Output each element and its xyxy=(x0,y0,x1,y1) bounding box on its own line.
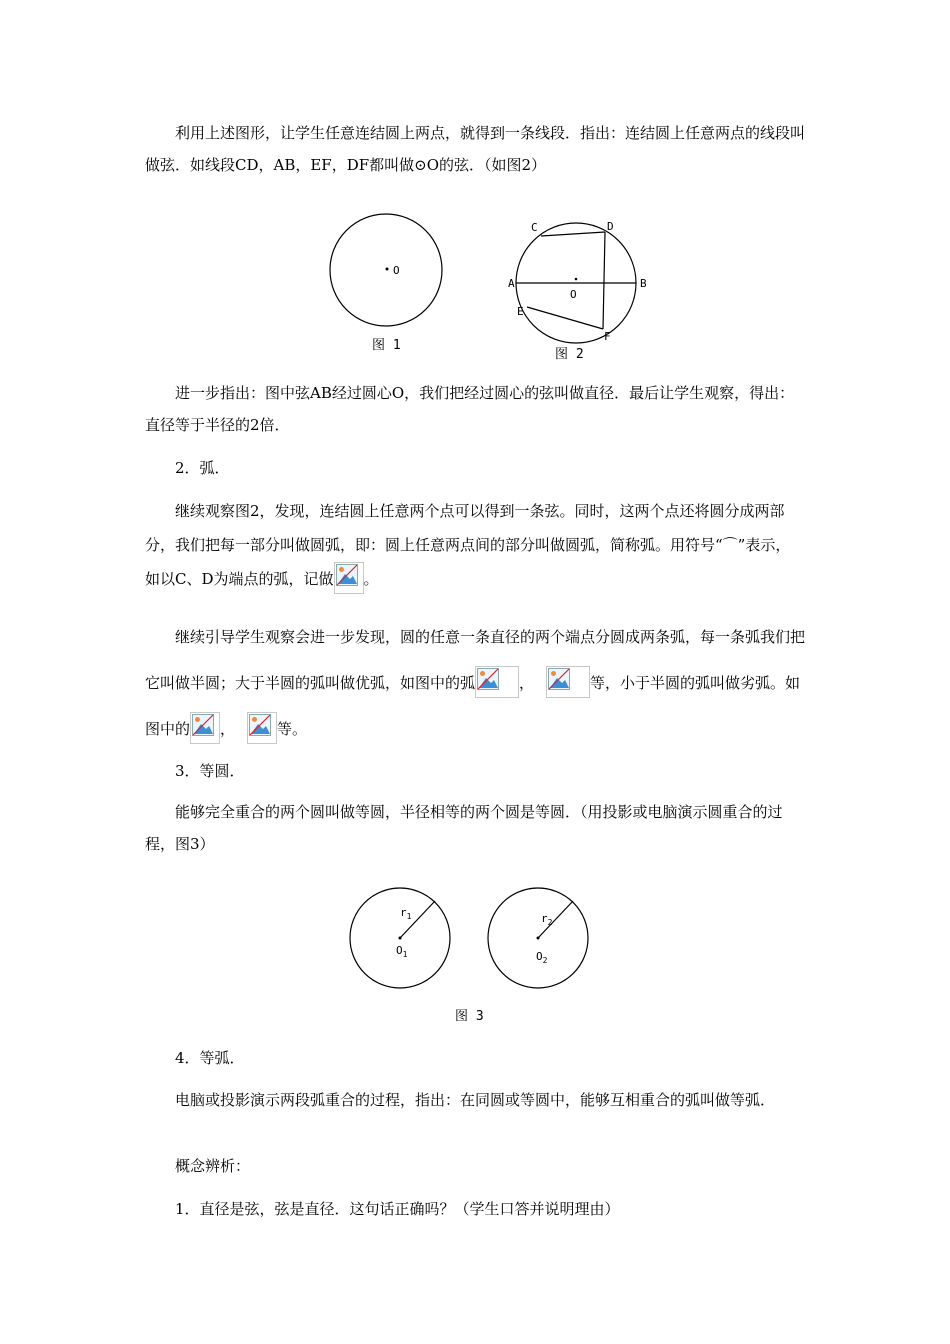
question-1: 1．直径是弦，弦是直径．这句话正确吗？（学生口答并说明理由） xyxy=(175,1200,620,1218)
heading-equal-arcs: 4．等弧． xyxy=(175,1049,245,1067)
point-o-label: O xyxy=(570,288,577,301)
chord-ef xyxy=(527,307,603,329)
figure-2 xyxy=(500,212,660,367)
minor-arc-image-1 xyxy=(190,712,220,744)
paragraph-chord-definition: 利用上述图形，让学生任意连结圆上两点，就得到一条线段．指出：连结圆上任意两点的线段叫做弦．如线段CD，AB，EF，DF都叫做⊙O的弦．（如图2） xyxy=(145,124,806,174)
point-b-label: B xyxy=(640,277,647,290)
arc-cd-image xyxy=(334,562,364,594)
point-d-label: D xyxy=(607,220,614,233)
label-r1: $r_1$ xyxy=(400,906,412,921)
label-o2: $O_2$ xyxy=(536,950,548,965)
label-r2: $r_2$ xyxy=(541,912,553,927)
center-dot-o1 xyxy=(399,937,402,940)
heading-equal-circles: 3．等圆． xyxy=(175,762,245,780)
broken-image-icon xyxy=(548,668,570,690)
paragraph-arc-definition: 继续观察图2，发现，连结圆上任意两个点可以得到一条弦。同时，这两个点还将圆分成两部分，我们把每一部分叫做圆弧，即：圆上任意两点间的部分叫做圆弧，简称弧。用符号“⌒”表示，如以C、D为端点的弧，记做 。 xyxy=(145,494,805,596)
paragraph-diameter: 进一步指出：图中弦AB经过圆心O，我们把经过圆心的弦叫做直径．最后让学生观察，得出：直径等于半径的2倍． xyxy=(145,384,795,434)
figure-2-caption: 图 2 xyxy=(555,347,584,362)
chord-cd xyxy=(541,232,605,236)
figure-3 xyxy=(340,880,600,1030)
center-dot-o2 xyxy=(537,937,540,940)
label-o: O xyxy=(393,264,400,277)
broken-image-icon xyxy=(192,714,214,736)
point-e-label: E xyxy=(517,305,524,318)
label-o1: $O_1$ xyxy=(396,944,408,959)
figure-3-caption: 图 3 xyxy=(455,1009,484,1024)
broken-image-icon xyxy=(336,564,358,586)
broken-image-icon xyxy=(477,668,499,690)
figure-1-caption: 图 1 xyxy=(372,338,401,353)
minor-arc-image-2 xyxy=(247,712,277,744)
chord-df xyxy=(603,232,605,329)
paragraph-equal-circles: 能够完全重合的两个圆叫做等圆，半径相等的两个圆是等圆．（用投影或电脑演示圆重合的过程，图3） xyxy=(145,803,783,853)
figure-1 xyxy=(320,200,455,360)
center-dot xyxy=(386,268,389,271)
paragraph-equal-arcs: 电脑或投影演示两段弧重合的过程，指出：在同圆或等圆中，能够互相重合的弧叫做等弧． xyxy=(175,1091,776,1109)
point-c-label: C xyxy=(531,221,538,234)
point-f-label: F xyxy=(604,330,611,343)
major-arc-image-2 xyxy=(546,666,590,698)
heading-concept-analysis: 概念辨析： xyxy=(175,1157,251,1175)
point-a-label: A xyxy=(508,277,515,290)
major-arc-image-1 xyxy=(475,666,519,698)
heading-arc: 2．弧． xyxy=(175,459,230,477)
paragraph-semicircle: 继续引导学生观察会进一步发现，圆的任意一条直径的两个端点分圆成两条弧，每一条弧我们把它叫做半圆；大于半圆的弧叫做优弧，如图中的弧 ， 等，小于半圆的弧叫做劣弧。如图中的 ， 等。 xyxy=(145,614,805,752)
broken-image-icon xyxy=(249,714,271,736)
center-dot-2 xyxy=(575,278,578,281)
